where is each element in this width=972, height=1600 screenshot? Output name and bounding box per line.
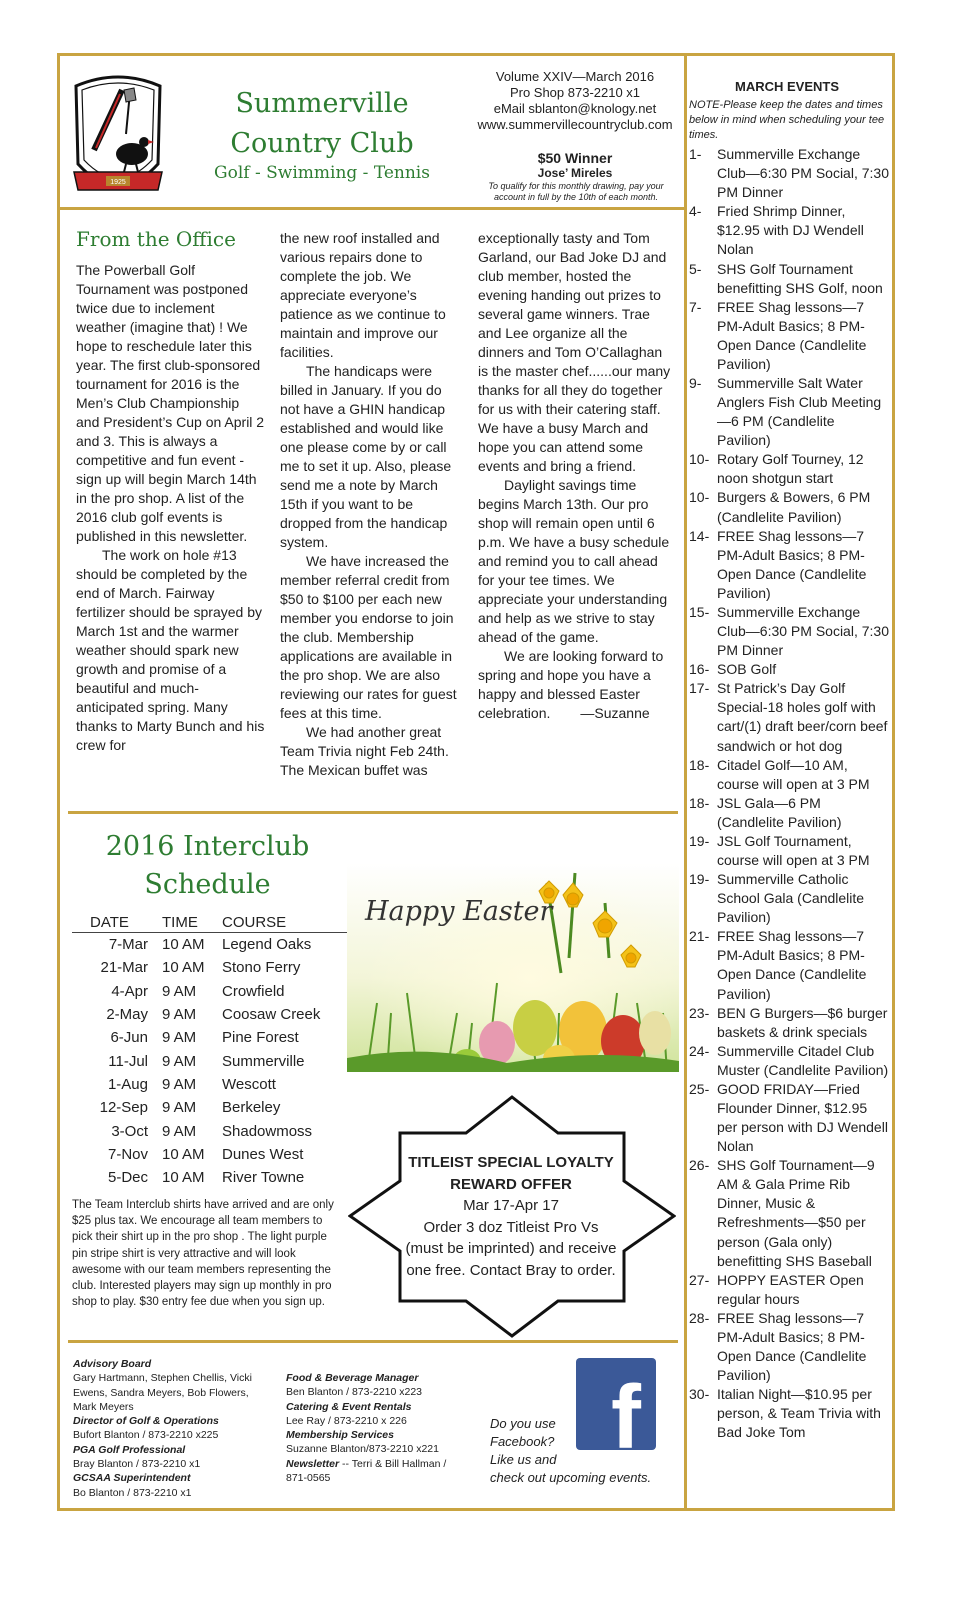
table-row [72, 1073, 348, 1096]
list-item [689, 832, 889, 870]
list-item [689, 870, 889, 927]
cell-date: 21-Mar [100, 959, 148, 977]
list-item [689, 1385, 889, 1442]
column-divider [684, 56, 687, 1508]
office-closing: We are looking forward to spring and hope you have a happy and blessed Easter celebration. [478, 648, 664, 721]
list-item [689, 1080, 889, 1156]
masthead [470, 69, 680, 133]
membership-heading: Membership Services [286, 1429, 394, 1442]
pga-heading: PGA Golf Professional [73, 1443, 186, 1456]
event-text: FREE Shag lessons—7 PM-Adult Basics; 8 PM-Open Dance (Candlelite Pavilion) [717, 298, 867, 372]
event-day: 28- [689, 1309, 710, 1326]
cell-date: 7-Mar [108, 936, 148, 954]
board-column-1 [73, 1357, 258, 1500]
event-day: 27- [689, 1271, 710, 1288]
event-text: FREE Shag lessons—7 PM-Adult Basics; 8 PM-Open Dance (Candlelite Pavilion) [717, 1309, 867, 1384]
event-text: Italian Night—$10.95 per person, & Team Trivia with Bad Joke Tom [717, 1386, 881, 1441]
cell-time: 9 AM [162, 1075, 197, 1093]
office-paragraph: We have increased the member referral credit from $50 to $100 per each new member you endorse to join the club. Membership applications are available in the pro shop. We are also reviewing our rates for guest fees at this time. [280, 553, 457, 721]
facebook-line2: Facebook? [490, 1434, 555, 1449]
cell-time: 10 AM [162, 959, 205, 977]
office-column-3 [478, 229, 672, 723]
schedule-table [72, 912, 348, 1189]
event-day: 26- [689, 1157, 710, 1174]
cell-course: River Towne [222, 1169, 305, 1187]
table-row [72, 1049, 348, 1072]
table-row [72, 980, 348, 1003]
food-beverage-heading: Food & Beverage Manager [286, 1372, 419, 1384]
event-day: 7- [689, 298, 702, 315]
offer-line1: Order 3 doz Titleist Pro Vs [423, 1218, 599, 1236]
logo-year: 1925 [110, 179, 126, 186]
event-text: FREE Shag lessons—7 PM-Adult Basics; 8 PM-Open Dance (Candlelite Pavilion) [717, 928, 867, 1002]
event-day: 19- [689, 832, 710, 849]
facebook-line1: Do you use [490, 1416, 556, 1431]
table-row [72, 1096, 348, 1119]
event-day: 14- [689, 527, 710, 544]
director-name: Bufort Blanton / 873-2210 x225 [73, 1429, 219, 1442]
table-row [72, 1026, 348, 1049]
event-text: SOB Golf [717, 661, 777, 678]
list-item [689, 298, 889, 374]
event-text: Rotary Golf Tourney, 12 noon shotgun start [717, 451, 864, 487]
list-item [689, 794, 889, 832]
column-header: COURSE [222, 912, 348, 933]
cell-course: Shadowmoss [222, 1122, 313, 1140]
office-column-1 [76, 261, 266, 755]
easter-image [347, 863, 679, 1072]
header-divider [60, 207, 684, 210]
list-item [689, 756, 889, 794]
march-events [689, 77, 889, 1442]
footer-divider [68, 1340, 678, 1343]
column-header: DATE [72, 912, 162, 933]
volume: Volume XXIV—March 2016 [495, 69, 655, 84]
list-item [689, 260, 889, 298]
cell-course: Coosaw Creek [222, 1006, 321, 1024]
club-tagline: Golf - Swimming - Tennis [214, 163, 430, 183]
event-day: 18- [689, 756, 710, 773]
event-day: 16- [689, 661, 710, 678]
table-row [72, 1143, 348, 1166]
schedule-note: The Team Interclub shirts have arrived and are only $25 plus tax. We encourage all team members to pick their shirt up in the pro shop . The light purple pin stripe shirt is very attractive and will look awesome with our team members representing the club. Interested players may sign up monthly in pro shop to play. $30 entry fee due when you sign up. [72, 1199, 334, 1309]
event-day: 10- [689, 489, 710, 506]
club-name [190, 84, 454, 164]
director-heading: Director of Golf & Operations [73, 1415, 219, 1428]
cell-date: 3-Oct [111, 1122, 148, 1140]
event-day: 5- [689, 260, 702, 277]
cell-time: 10 AM [162, 1145, 205, 1163]
cell-time: 10 AM [162, 936, 205, 954]
offer-dates: Mar 17-Apr 17 [463, 1197, 559, 1214]
table-row [72, 1119, 348, 1142]
event-day: 10- [689, 451, 710, 468]
cell-time: 9 AM [162, 1122, 197, 1140]
events-note: NOTE-Please keep the dates and times below in mind when scheduling your tee times. [689, 99, 885, 142]
event-text: JSL Gala—6 PM (Candlelite Pavilion) [717, 794, 842, 830]
cell-date: 2-May [106, 1006, 148, 1024]
events-list [689, 145, 889, 1442]
cell-course: Stono Ferry [222, 959, 301, 977]
event-text: HOPPY EASTER Open regular hours [717, 1271, 864, 1307]
office-paragraph [478, 647, 672, 723]
cell-course: Berkeley [222, 1099, 281, 1117]
winner-title: $50 Winner [537, 150, 613, 166]
event-text: FREE Shag lessons—7 PM-Adult Basics; 8 PM-Open Dance (Candlelite Pavilion) [717, 527, 867, 601]
event-text: St Patrick’s Day Golf Special-18 holes golf with cart/(1) draft beer/corn beef sandwich or hot dog [717, 680, 888, 754]
club-name-line2: Country Club [230, 128, 414, 159]
list-item [689, 145, 889, 202]
cell-time: 9 AM [162, 1052, 197, 1070]
list-item [689, 679, 889, 755]
column-header: TIME [162, 912, 222, 933]
list-item [689, 927, 889, 1003]
section-divider [68, 811, 678, 814]
cell-time: 9 AM [162, 1099, 197, 1117]
event-day: 15- [689, 603, 710, 620]
event-day: 18- [689, 794, 710, 811]
event-text: Citadel Golf—10 AM, course will open at 3 PM [717, 756, 870, 792]
office-paragraph: The work on hole #13 should be completed by the end of March. Fairway fertilizer should be sprayed by March 1st and the warmer weather should spark new growth and promise of a beautiful and much-anticipated spring. Many thanks to Marty Bunch and his crew for [76, 547, 265, 753]
offer-title-line2: REWARD OFFER [450, 1175, 572, 1193]
list-item [689, 603, 889, 660]
cell-time: 10 AM [162, 1169, 205, 1187]
board-column-2 [286, 1371, 458, 1485]
cell-time: 9 AM [162, 982, 197, 1000]
cell-time: 9 AM [162, 1029, 197, 1047]
easter-caption: Happy Easter [365, 896, 553, 927]
office-paragraph: The handicaps were billed in January. If you do not have a GHIN handicap established and would like one please come by or call me to set it up. Also, please send me a note by March 15th if you want to be dropped from the handicap system. [280, 363, 452, 550]
office-title: From the Office [76, 227, 236, 251]
events-title: MARCH EVENTS [734, 79, 839, 94]
table-row [72, 956, 348, 979]
event-day: 21- [689, 928, 710, 945]
list-item [689, 1156, 889, 1270]
event-text: Summerville Salt Water Anglers Fish Club Meeting—6 PM (Candlelite Pavilion) [717, 375, 882, 449]
offer-title-line1: TITLEIST SPECIAL LOYALTY [408, 1154, 614, 1171]
table-row [72, 933, 348, 957]
list-item [689, 1004, 889, 1042]
cell-course: Legend Oaks [222, 936, 312, 954]
event-day: 1- [689, 146, 702, 163]
offer-line2: (must be imprinted) and receive [405, 1240, 617, 1257]
event-text: Burgers & Bowers, 6 PM (Candlelite Pavilion) [717, 489, 871, 525]
cell-date: 12-Sep [99, 1099, 148, 1117]
advisory-members: Gary Hartmann, Stephen Chellis, Vicki Ewens, Sandra Meyers, Bob Flowers, Mark Meyers [73, 1372, 252, 1413]
club-name-line1: Summerville [235, 88, 409, 119]
facebook-icon[interactable] [576, 1358, 656, 1450]
event-text: JSL Golf Tournament, course will open at 3 PM [717, 832, 870, 868]
event-day: 17- [689, 680, 710, 697]
website[interactable]: www.summervillecountryclub.com [477, 117, 673, 132]
list-item [689, 374, 889, 450]
cell-course: Crowfield [222, 982, 285, 1000]
list-item [689, 660, 889, 679]
cell-course: Wescott [222, 1075, 276, 1093]
schedule-title-line2: Schedule [144, 869, 271, 900]
event-day: 24- [689, 1042, 710, 1059]
schedule-title [100, 828, 315, 904]
list-item [689, 1309, 889, 1385]
catering-name: Lee Ray / 873-2210 x 226 [286, 1414, 407, 1427]
list-item [689, 527, 889, 603]
office-paragraph: The Powerball Golf Tournament was postponed twice due to inclement weather (imagine that) ! We hope to reschedule later this year. The first club-sponsored tournament for 2016 is the Men’s Club Championship and President’s Cup on April 2 and 3. This is always a competitive and fun event -sign up will begin March 14th in the pro shop. A list of the 2016 club golf events is published in this newsletter. [76, 262, 265, 544]
club-crest-logo [70, 68, 166, 202]
facebook-line3: Like us and [490, 1452, 557, 1467]
event-day: 19- [689, 871, 710, 888]
event-text: Summerville Exchange Club—6:30 PM Social, 7:30 PM Dinner [717, 146, 889, 201]
catering-heading: Catering & Event Rentals [286, 1400, 412, 1413]
pro-shop-phone: Pro Shop 873-2210 x1 [509, 85, 641, 100]
list-item [689, 202, 889, 259]
cell-date: 5-Dec [107, 1169, 148, 1187]
event-day: 23- [689, 1004, 710, 1021]
event-day: 30- [689, 1386, 710, 1403]
winner-name: Jose’ Mireles [537, 166, 613, 180]
offer-text [398, 1152, 624, 1281]
office-paragraph: Daylight savings time begins March 13th. Our pro shop will remain open until 6 p.m. We have a busy schedule and remind you to call ahead for your tee times. We appreciate your understanding and help as we strive to stay ahead of the game. [478, 477, 670, 645]
list-item [689, 488, 889, 526]
facebook-line4: check out upcoming events. [490, 1470, 652, 1485]
cell-date: 11-Jul [108, 1052, 148, 1070]
list-item [689, 1042, 889, 1080]
event-text: Summerville Exchange Club—6:30 PM Social, 7:30 PM Dinner [717, 603, 889, 659]
event-text: SHS Golf Tournament benefitting SHS Golf, noon [717, 260, 883, 296]
office-column-2 [280, 229, 462, 780]
table-row [72, 1166, 348, 1189]
event-day: 4- [689, 203, 702, 220]
event-text: Summerville Catholic School Gala (Candlelite Pavilion) [717, 871, 865, 926]
food-beverage-name: Ben Blanton / 873-2210 x223 [286, 1386, 423, 1399]
schedule-title-line1: 2016 Interclub [105, 831, 310, 862]
event-text: BEN G Burgers—$6 burger baskets & drink specials [717, 1004, 888, 1040]
list-item [689, 450, 889, 488]
event-day: 25- [689, 1080, 710, 1097]
cell-date: 4-Apr [111, 982, 148, 1000]
email[interactable]: eMail sblanton@knology.net [493, 101, 657, 116]
cell-date: 7-Nov [107, 1145, 148, 1163]
signature: —Suzanne [580, 705, 650, 721]
advisory-heading: Advisory Board [73, 1358, 152, 1370]
table-header-row [72, 912, 348, 933]
cell-date: 6-Jun [110, 1029, 148, 1047]
office-paragraph: exceptionally tasty and Tom Garland, our Bad Joke DJ and club member, hosted the evening handing out prizes to several game winners. Trae and Lee organize all the dinners and Tom O’Callaghan is the master chef......our many thanks for all they do together for us with their catering staff. We have a busy March and hope you can attend some events and bring a friend. [478, 230, 671, 474]
event-text: GOOD FRIDAY—Fried Flounder Dinner, $12.95 per person with DJ Wendell Nolan [717, 1080, 888, 1155]
office-paragraph: the new roof installed and various repairs done to complete the job. We appreciate everyone’s patience as we continue to maintain and improve our facilities. [280, 230, 446, 360]
cell-date: 1-Aug [107, 1075, 148, 1093]
newsletter-name: -- Terri & Bill Hallman / 871-0565 [286, 1457, 447, 1485]
event-day: 9- [689, 375, 702, 392]
event-text: Fried Shrimp Dinner, $12.95 with DJ Wendell Nolan [717, 203, 864, 258]
offer-line3: one free. Contact Bray to order. [406, 1261, 616, 1279]
membership-name: Suzanne Blanton/873-2210 x221 [286, 1443, 439, 1456]
pga-name: Bray Blanton / 873-2210 x1 [73, 1458, 201, 1471]
cell-course: Dunes West [222, 1145, 304, 1163]
gcsaa-heading: GCSAA Superintendent [73, 1472, 191, 1485]
office-paragraph: We had another great Team Trivia night Feb 24th. The Mexican buffet was [280, 724, 449, 778]
gcsaa-name: Bo Blanton / 873-2210 x1 [73, 1486, 192, 1499]
facebook-letter: f [611, 1368, 641, 1450]
table-row [72, 1003, 348, 1026]
winner-note: To qualify for this monthly drawing, pay your account in full by the 10th of each month. [488, 181, 664, 202]
cell-course: Summerville [222, 1052, 305, 1070]
newsletter-heading: Newsletter [286, 1457, 340, 1470]
cell-course: Pine Forest [222, 1029, 299, 1047]
list-item [689, 1271, 889, 1309]
cell-time: 9 AM [162, 1006, 197, 1024]
event-text: SHS Golf Tournament—9 AM & Gala Prime Rib Dinner, Music & Refreshments—$50 per person (Gala only) benefitting SHS Baseball [717, 1157, 875, 1269]
event-text: Summerville Citadel Club Muster (Candlelite Pavilion) [717, 1042, 889, 1078]
